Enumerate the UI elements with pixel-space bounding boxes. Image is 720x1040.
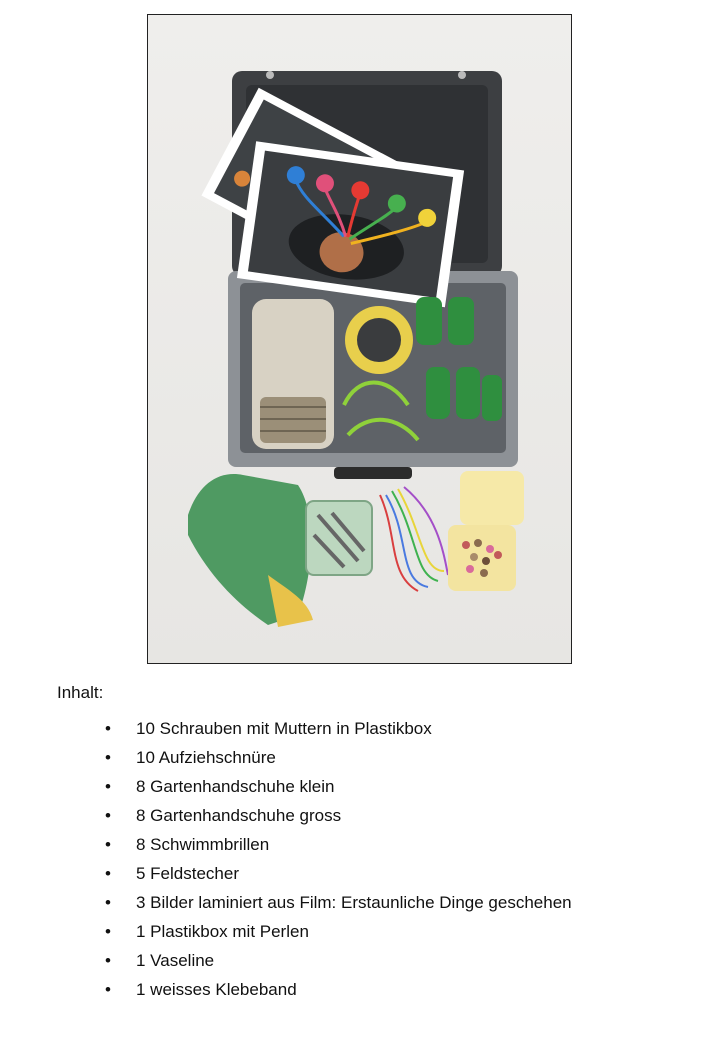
leather-gloves <box>252 299 334 449</box>
list-item <box>105 803 572 832</box>
list-item <box>105 745 572 774</box>
list-item-text: 1 Plastikbox mit Perlen <box>136 922 309 941</box>
bullet-icon: • <box>105 835 111 854</box>
list-item-text: 8 Gartenhandschuhe klein <box>136 777 335 796</box>
bullet-icon: • <box>105 980 111 999</box>
list-item <box>105 716 572 745</box>
list-item <box>105 861 572 890</box>
bullet-icon: • <box>105 922 111 941</box>
list-item <box>105 890 572 919</box>
bullet-icon: • <box>105 951 111 970</box>
list-item-text: 1 weisses Klebeband <box>136 980 297 999</box>
list-item-text: 8 Gartenhandschuhe gross <box>136 806 342 825</box>
list-item-text: 1 Vaseline <box>136 951 215 970</box>
list-item-text: 10 Aufziehschnüre <box>136 748 276 767</box>
list-item-text: 8 Schwimmbrillen <box>136 835 270 854</box>
pull-strings <box>380 487 448 591</box>
garden-gloves <box>188 474 313 627</box>
bullet-icon: • <box>105 748 111 767</box>
tape-roll <box>345 306 413 374</box>
list-item <box>105 977 572 1006</box>
list-item <box>105 948 572 977</box>
bullet-icon: • <box>105 777 111 796</box>
list-item-text: 10 Schrauben mit Muttern in Plastikbox <box>136 719 432 738</box>
kit-photo <box>147 14 572 664</box>
list-item-text: 3 Bilder laminiert aus Film: Erstaunliche Dinge geschehen <box>136 893 572 912</box>
bullet-icon: • <box>105 864 111 883</box>
list-item-text: 5 Feldstecher <box>136 864 239 883</box>
case-illustration <box>148 15 571 663</box>
laminated-picture-front <box>237 141 464 307</box>
content-heading: Inhalt: <box>57 683 104 702</box>
beads-box <box>448 471 524 591</box>
list-item <box>105 919 572 948</box>
bullet-icon: • <box>105 719 111 738</box>
list-item <box>105 832 572 861</box>
screws-box <box>306 501 372 575</box>
list-item <box>105 774 572 803</box>
bullet-icon: • <box>105 806 111 825</box>
case-handle <box>334 467 412 479</box>
bullet-icon: • <box>105 893 111 912</box>
content-list <box>105 716 572 1006</box>
